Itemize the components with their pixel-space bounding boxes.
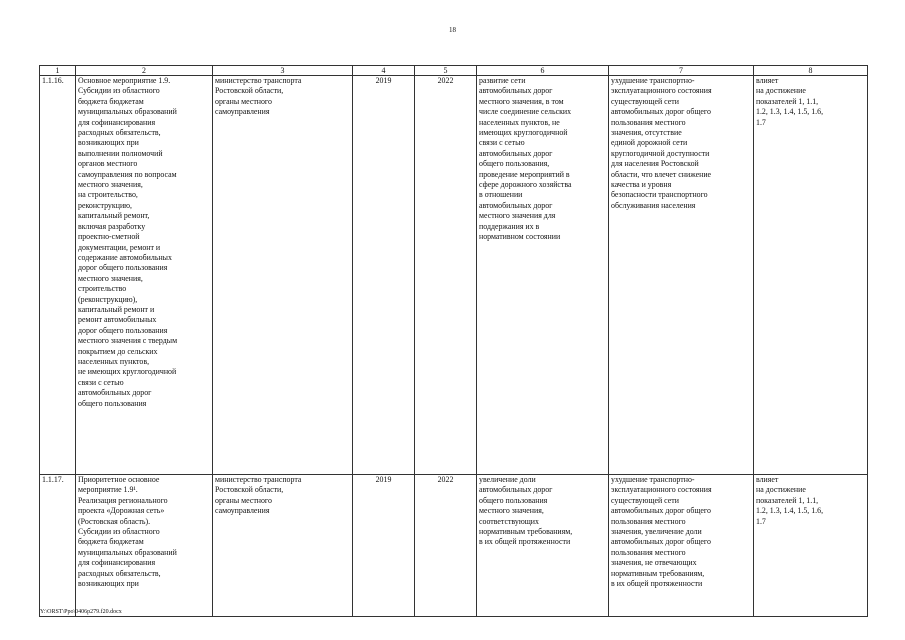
measures-table — [39, 65, 868, 617]
row-number: 1.1.16. — [40, 76, 76, 475]
measure-name: Приоритетное основное мероприятие 1.9¹. Реализация регионального проекта «Дорожная сеть» (Ростовская область). Субсидии из областного бюджета бюджетам муниципальных образований для софинансирования расходных обязательств, возникающих при — [76, 475, 213, 617]
col-header-8: 8 — [754, 66, 868, 76]
header-row — [40, 66, 868, 76]
indicators: влияет на достижение показателей 1, 1.1, 1.2, 1.3, 1.4, 1.5, 1.6, 1.7 — [754, 76, 868, 475]
col-header-7: 7 — [609, 66, 754, 76]
expected-result: увеличение доли автомобильных дорог общего пользования местного значения, соответствующих нормативным требованиям, в их общей протяженности — [477, 475, 609, 617]
table-row — [40, 76, 868, 475]
row-number: 1.1.17. — [40, 475, 76, 617]
expected-result: развитие сети автомобильных дорог местного значения, в том числе соединение сельских населенных пунктов, не имеющих круглогодичной связи с сетью автомобильных дорог общего пользования, проведение мероприятий в сфере дорожного хозяйства в отношении автомобильных дорог местного значения для поддержания их в нормативном состоянии — [477, 76, 609, 475]
consequences: ухудшение транспортно- эксплуатационного состояния существующей сети автомобильных дорог общего пользования местного значения, отсутствие единой дорожной сети круглогодичной доступности для населения Ростовской области, что влечет снижение качества и уровня безопасности транспортного обслуживания населения — [609, 76, 754, 475]
start-year: 2019 — [353, 76, 415, 475]
start-year: 2019 — [353, 475, 415, 617]
page-number: 18 — [449, 26, 456, 34]
table-row — [40, 475, 868, 617]
file-path-footer: Y:\ORST\Ppo\0406p279.f20.docx — [40, 609, 122, 615]
col-header-3: 3 — [213, 66, 353, 76]
executor: министерство транспорта Ростовской области, органы местного самоуправления — [213, 76, 353, 475]
col-header-5: 5 — [415, 66, 477, 76]
col-header-4: 4 — [353, 66, 415, 76]
indicators: влияет на достижение показателей 1, 1.1, 1.2, 1.3, 1.4, 1.5, 1.6, 1.7 — [754, 475, 868, 617]
col-header-2: 2 — [76, 66, 213, 76]
col-header-1: 1 — [40, 66, 76, 76]
col-header-6: 6 — [477, 66, 609, 76]
executor: министерство транспорта Ростовской области, органы местного самоуправления — [213, 475, 353, 617]
end-year: 2022 — [415, 475, 477, 617]
consequences: ухудшение транспортно- эксплуатационного состояния существующей сети автомобильных дорог общего пользования местного значения, увеличение доли автомобильных дорог общего пользования местного значения, не отвечающих нормативным требованиям, в их общей протяженности — [609, 475, 754, 617]
measure-name: Основное мероприятие 1.9. Субсидии из областного бюджета бюджетам муниципальных образований для софинансирования расходных обязательств, возникающих при выполнении полномочий органов местного самоуправления по вопросам местного значения, на строительство, реконструкцию, капитальный ремонт, включая разработку проектно-сметной документации, ремонт и содержание автомобильных дорог общего пользования местного значения, строительство (реконструкцию), капитальный ремонт и ремонт автомобильных дорог общего пользования местного значения с твердым покрытием до сельских населенных пунктов, не имеющих круглогодичной связи с сетью автомобильных дорог общего пользования — [76, 76, 213, 475]
end-year: 2022 — [415, 76, 477, 475]
